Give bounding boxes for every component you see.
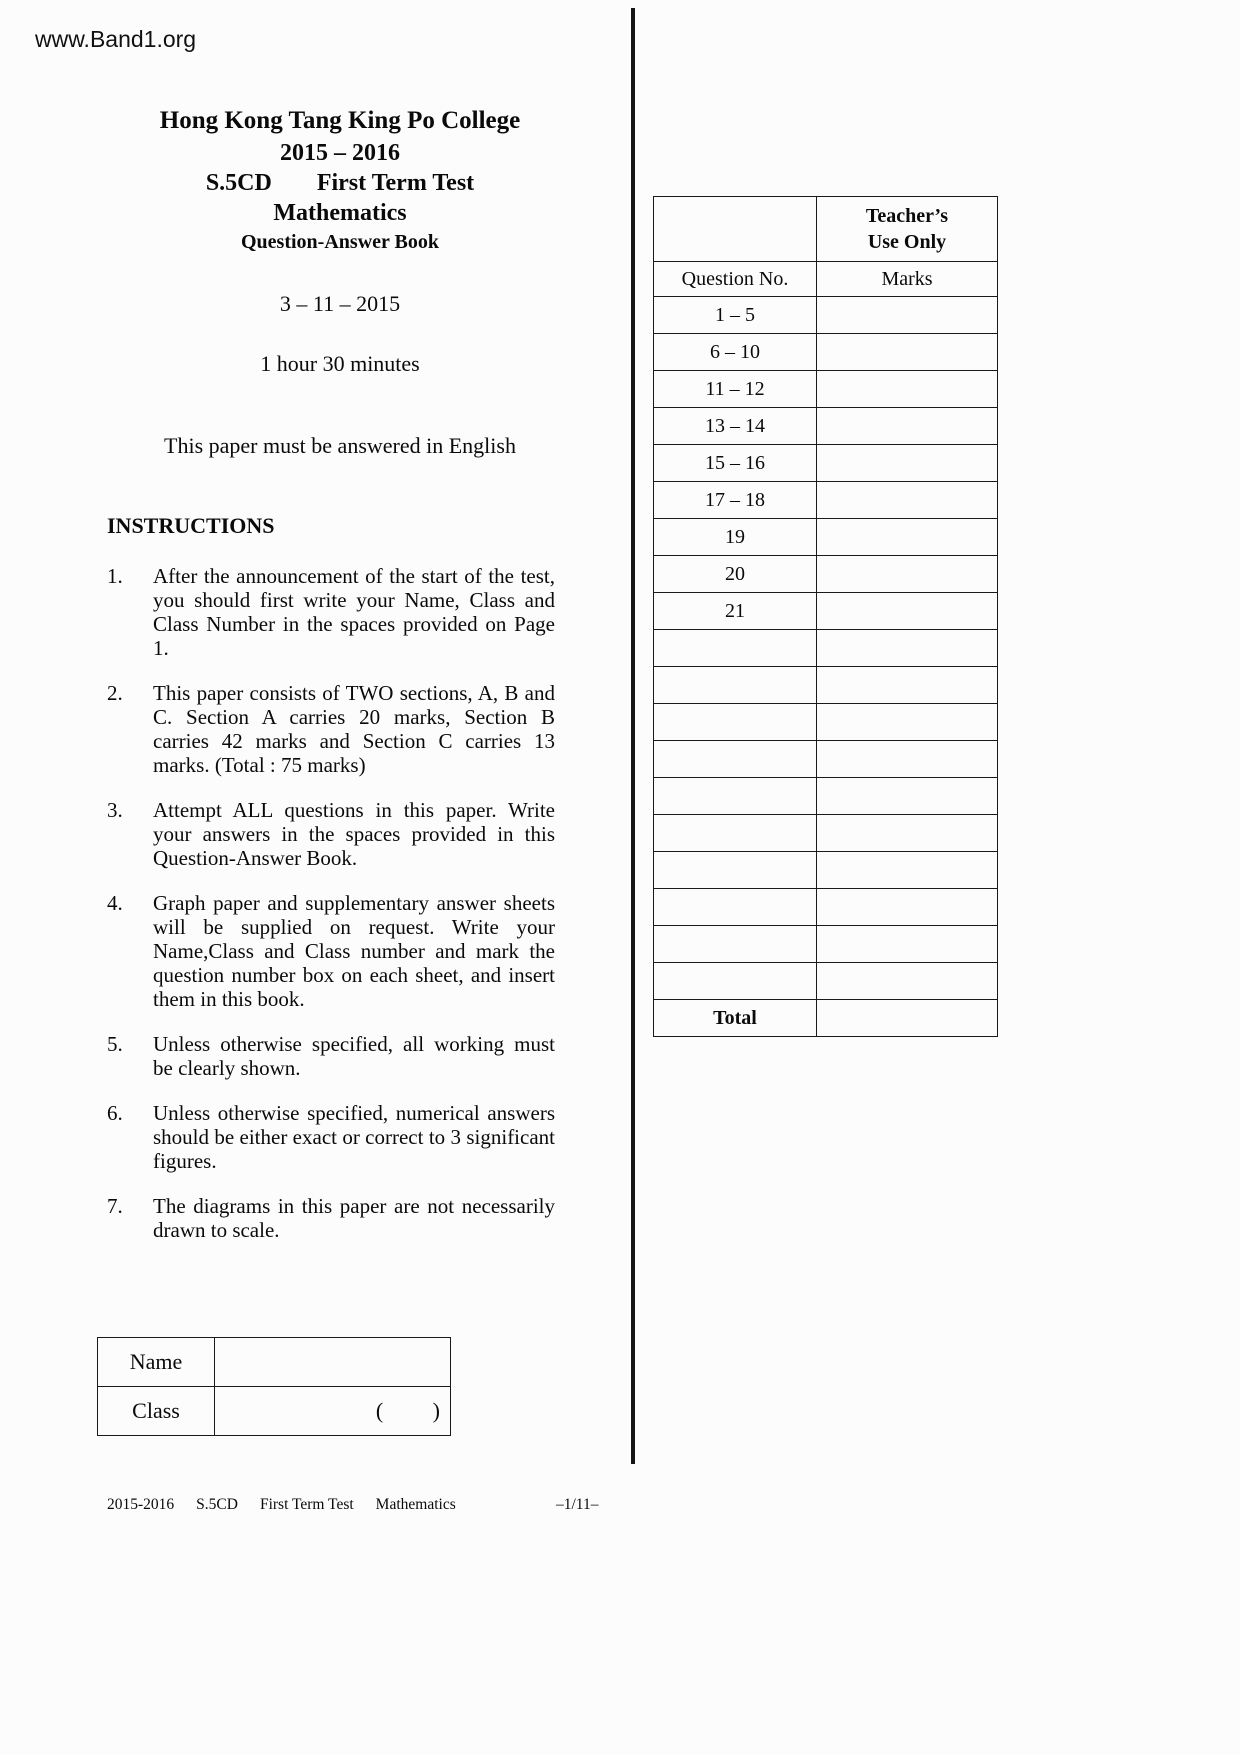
use-only-line2: Use Only	[867, 231, 947, 253]
total-marks-cell	[817, 1000, 998, 1037]
question-no-cell: 21	[654, 593, 817, 630]
instruction-item	[107, 681, 555, 777]
marks-cell	[817, 297, 998, 334]
marks-cell	[817, 630, 998, 667]
class-label-cell: Class	[98, 1387, 215, 1436]
class-row	[98, 1387, 451, 1436]
instruction-number: 7.	[107, 1194, 123, 1218]
marks-cell	[817, 926, 998, 963]
school-year: 2015 – 2016	[280, 140, 400, 166]
class-code: S.5CD	[205, 170, 272, 196]
table-row	[654, 334, 998, 371]
instruction-item	[107, 891, 555, 1011]
table-row	[654, 371, 998, 408]
use-only-line1: Teacher’s	[865, 205, 949, 227]
school-name: Hong Kong Tang King Po College	[159, 107, 521, 134]
table-row	[654, 482, 998, 519]
total-row	[654, 1000, 998, 1037]
marks-cell	[817, 445, 998, 482]
table-row	[654, 704, 998, 741]
marks-cell	[817, 371, 998, 408]
question-no-header: Question No.	[654, 262, 817, 297]
question-no-cell	[654, 852, 817, 889]
footer-info	[107, 1496, 456, 1514]
marks-cell	[817, 741, 998, 778]
vertical-divider	[631, 8, 635, 1464]
subject: Mathematics	[273, 200, 407, 226]
name-label-cell: Name	[98, 1338, 215, 1387]
question-no-cell	[654, 963, 817, 1000]
marks-cell	[817, 889, 998, 926]
marks-cell	[817, 519, 998, 556]
instruction-text: The diagrams in this paper are not necessarily drawn to scale.	[153, 1194, 555, 1242]
instruction-number: 2.	[107, 681, 123, 705]
instruction-number: 4.	[107, 891, 123, 915]
question-no-cell	[654, 667, 817, 704]
instruction-number: 1.	[107, 564, 123, 588]
teachers-use-only-cell	[817, 197, 998, 262]
marks-cell	[817, 667, 998, 704]
question-no-cell	[654, 741, 817, 778]
instruction-item	[107, 564, 555, 660]
footer-test-name: First Term Test	[259, 1496, 354, 1513]
question-no-cell: 20	[654, 556, 817, 593]
instruction-text: Unless otherwise specified, numerical answers should be either exact or correct to 3 significant figures.	[153, 1101, 555, 1173]
title-block	[97, 106, 583, 256]
marks-cell	[817, 815, 998, 852]
footer-subject: Mathematics	[375, 1496, 456, 1513]
marks-cell	[817, 482, 998, 519]
language-note: This paper must be answered in English	[164, 433, 516, 458]
table-row	[654, 556, 998, 593]
class-number-parens: ( )	[375, 1398, 440, 1423]
table-row	[654, 593, 998, 630]
instruction-item	[107, 798, 555, 870]
teacher-marks-table	[653, 196, 998, 1037]
question-no-cell: 17 – 18	[654, 482, 817, 519]
table-row	[654, 297, 998, 334]
table-row	[654, 778, 998, 815]
marks-cell	[817, 334, 998, 371]
instruction-item	[107, 1032, 555, 1080]
table-row	[654, 963, 998, 1000]
question-no-cell: 13 – 14	[654, 408, 817, 445]
instruction-number: 6.	[107, 1101, 123, 1125]
question-no-cell: 15 – 16	[654, 445, 817, 482]
table-row	[654, 852, 998, 889]
instruction-text: Graph paper and supplementary answer sheets will be supplied on request. Write your Name,Class and Class number and mark the question number box on each sheet, and insert them in this book.	[153, 891, 555, 1011]
marks-header: Marks	[817, 262, 998, 297]
instruction-text: Unless otherwise specified, all working must be clearly shown.	[153, 1032, 555, 1080]
table-row	[654, 519, 998, 556]
page-number: –1/11–	[556, 1496, 599, 1513]
table-row	[654, 815, 998, 852]
test-date: 3 – 11 – 2015	[279, 291, 401, 316]
table-row	[654, 889, 998, 926]
table-row	[654, 445, 998, 482]
left-column	[97, 106, 583, 1263]
table-row	[654, 630, 998, 667]
marks-cell	[817, 408, 998, 445]
table-row	[654, 408, 998, 445]
total-label-cell: Total	[654, 1000, 817, 1037]
marks-cell	[817, 704, 998, 741]
marks-cell	[817, 778, 998, 815]
footer-year: 2015-2016	[107, 1496, 175, 1513]
table-row	[654, 926, 998, 963]
footer-class-code: S.5CD	[196, 1496, 238, 1513]
question-no-cell	[654, 778, 817, 815]
instruction-text: After the announcement of the start of the test, you should first write your Name, Class and Class Number in the spaces provided on Page 1.	[153, 564, 555, 660]
marks-cell	[817, 852, 998, 889]
question-no-cell: 1 – 5	[654, 297, 817, 334]
header-spacer-cell	[654, 197, 817, 262]
name-value-cell	[215, 1338, 451, 1387]
class-and-test	[97, 168, 583, 198]
student-info-table	[97, 1337, 451, 1436]
book-type: Question-Answer Book	[241, 231, 439, 253]
question-no-cell: 11 – 12	[654, 371, 817, 408]
instruction-number: 3.	[107, 798, 123, 822]
instruction-text: This paper consists of TWO sections, A, B and C. Section A carries 20 marks, Section B carries 42 marks and Section C carries 13 marks. (Total : 75 marks)	[153, 681, 555, 777]
question-no-cell	[654, 704, 817, 741]
instruction-number: 5.	[107, 1032, 123, 1056]
watermark: www.Band1.org	[35, 26, 197, 52]
column-header-row	[654, 262, 998, 297]
question-no-cell	[654, 630, 817, 667]
instructions-list	[107, 564, 555, 1242]
marks-cell	[817, 963, 998, 1000]
name-row	[98, 1338, 451, 1387]
question-no-cell: 19	[654, 519, 817, 556]
question-no-cell	[654, 926, 817, 963]
instruction-item	[107, 1194, 555, 1242]
test-name: First Term Test	[316, 170, 475, 196]
table-header-row	[654, 197, 998, 262]
marks-cell	[817, 593, 998, 630]
table-row	[654, 741, 998, 778]
instructions-heading: INSTRUCTIONS	[107, 513, 275, 538]
instruction-text: Attempt ALL questions in this paper. Write your answers in the spaces provided in this Question-Answer Book.	[153, 798, 555, 870]
instruction-item	[107, 1101, 555, 1173]
question-no-cell: 6 – 10	[654, 334, 817, 371]
class-value-cell	[215, 1387, 451, 1436]
question-no-cell	[654, 889, 817, 926]
marks-cell	[817, 556, 998, 593]
question-no-cell	[654, 815, 817, 852]
table-row	[654, 667, 998, 704]
test-duration: 1 hour 30 minutes	[260, 351, 420, 376]
